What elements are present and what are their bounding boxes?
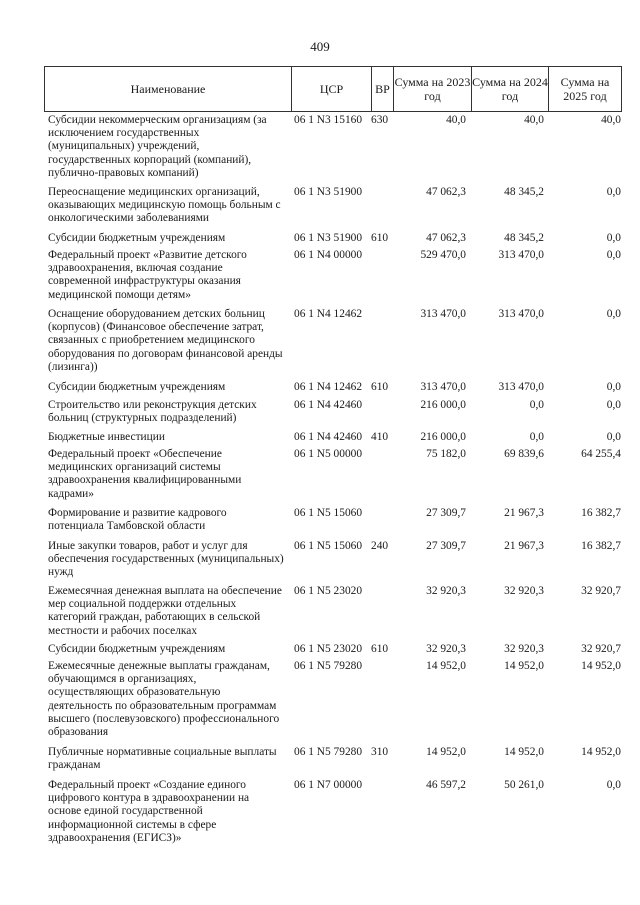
row-sum-2023: 46 597,2 [426, 779, 466, 791]
row-name: Субсидии некоммерческим организациям (за исключением государственных (муниципальных) учреждений, государственных корпораций (компаний), публично-правовых компаний) [48, 114, 267, 179]
row-sum-2025: 32 920,7 [581, 585, 621, 597]
row-name: Ежемесячная денежная выплата на обеспечение мер социальной поддержки отдельных категорий граждан, работающих в сельской местности и рабочих поселках [48, 585, 282, 637]
row-csr: 06 1 N5 79280 [294, 746, 363, 758]
row-vr: 610 [371, 643, 389, 655]
header-sum-2023: Сумма на 2023 год [393, 67, 471, 111]
row-name: Субсидии бюджетным учреждениям [48, 643, 226, 655]
table-header [44, 66, 622, 112]
row-csr: 06 1 N4 12462 [294, 308, 363, 320]
row-sum-2025: 32 920,7 [581, 643, 621, 655]
row-sum-2025: 0,0 [606, 308, 621, 320]
row-sum-2025: 14 952,0 [581, 746, 621, 758]
row-sum-2024: 21 967,3 [504, 540, 544, 552]
row-name: Бюджетные инвестиции [48, 431, 165, 443]
row-csr: 06 1 N3 15160 [294, 114, 363, 126]
row-name: Публичные нормативные социальные выплаты гражданам [48, 746, 277, 772]
row-sum-2024: 32 920,3 [504, 643, 544, 655]
row-sum-2023: 313 470,0 [420, 381, 466, 393]
row-sum-2024: 313 470,0 [498, 249, 544, 261]
row-csr: 06 1 N5 23020 [294, 585, 363, 597]
row-name: Ежемесячные денежные выплаты гражданам, обучающимся в организациях, осуществляющих образовательную деятельность по образовательным программам высшего (послевузовского) профессионального образования [48, 660, 280, 739]
row-sum-2024: 313 470,0 [498, 308, 544, 320]
row-vr: 410 [371, 431, 389, 443]
row-sum-2023: 529 470,0 [420, 249, 466, 261]
row-csr: 06 1 N4 42460 [294, 431, 363, 443]
row-csr: 06 1 N5 00000 [294, 448, 363, 460]
row-name: Формирование и развитие кадрового потенциала Тамбовской области [48, 507, 227, 533]
row-name: Иные закупки товаров, работ и услуг для обеспечения государственных (муниципальных) нужд [48, 540, 284, 579]
header-sum-2024: Сумма на 2024 год [471, 67, 548, 111]
row-csr: 06 1 N5 23020 [294, 643, 363, 655]
row-name: Федеральный проект «Создание единого цифрового контура в здравоохранении на основе единой государственной информационной системы в сфере здравоохранения (ЕГИСЗ)» [48, 779, 250, 844]
row-vr: 610 [371, 381, 389, 393]
row-sum-2024: 21 967,3 [504, 507, 544, 519]
row-sum-2023: 47 062,3 [426, 186, 466, 198]
row-sum-2024: 0,0 [529, 431, 544, 443]
row-sum-2023: 27 309,7 [426, 507, 466, 519]
row-sum-2025: 16 382,7 [581, 540, 621, 552]
row-name: Переоснащение медицинских организаций, оказывающих медицинскую помощь больным с онкологическими заболеваниями [48, 186, 281, 225]
row-sum-2023: 27 309,7 [426, 540, 466, 552]
row-sum-2025: 14 952,0 [581, 660, 621, 672]
row-name: Субсидии бюджетным учреждениям [48, 381, 226, 393]
row-sum-2025: 64 255,4 [581, 448, 621, 460]
row-name: Федеральный проект «Обеспечение медицинских организаций системы здравоохранения квалифицированными кадрами» [48, 448, 242, 500]
row-csr: 06 1 N7 00000 [294, 779, 363, 791]
row-sum-2025: 0,0 [606, 399, 621, 411]
header-vr: ВР [371, 67, 393, 111]
row-sum-2024: 48 345,2 [504, 232, 544, 244]
row-csr: 06 1 N5 79280 [294, 660, 363, 672]
row-sum-2023: 216 000,0 [420, 399, 466, 411]
row-sum-2024: 32 920,3 [504, 585, 544, 597]
row-vr: 610 [371, 232, 389, 244]
row-sum-2023: 32 920,3 [426, 643, 466, 655]
header-csr: ЦСР [291, 67, 371, 111]
row-sum-2024: 313 470,0 [498, 381, 544, 393]
row-sum-2023: 313 470,0 [420, 308, 466, 320]
row-sum-2023: 14 952,0 [426, 660, 466, 672]
row-csr: 06 1 N4 12462 [294, 381, 363, 393]
row-sum-2025: 0,0 [606, 381, 621, 393]
row-sum-2023: 47 062,3 [426, 232, 466, 244]
row-vr: 310 [371, 746, 389, 758]
row-sum-2024: 14 952,0 [504, 660, 544, 672]
row-csr: 06 1 N4 00000 [294, 249, 363, 261]
row-sum-2023: 216 000,0 [420, 431, 466, 443]
row-csr: 06 1 N5 15060 [294, 540, 363, 552]
row-name: Федеральный проект «Развитие детского здравоохранения, включая создание современной инфраструктуры оказания медицинской помощи детям» [48, 249, 247, 301]
row-sum-2024: 40,0 [524, 114, 544, 126]
row-sum-2025: 0,0 [606, 232, 621, 244]
row-csr: 06 1 N5 15060 [294, 507, 363, 519]
row-sum-2024: 48 345,2 [504, 186, 544, 198]
header-sum-2025: Сумма на 2025 год [548, 67, 622, 111]
row-sum-2024: 69 839,6 [504, 448, 544, 460]
row-sum-2025: 0,0 [606, 431, 621, 443]
header-name: Наименование [44, 67, 291, 111]
row-sum-2024: 14 952,0 [504, 746, 544, 758]
row-sum-2023: 32 920,3 [426, 585, 466, 597]
row-vr: 630 [371, 114, 389, 126]
row-sum-2025: 40,0 [601, 114, 621, 126]
row-csr: 06 1 N3 51900 [294, 186, 363, 198]
row-sum-2024: 50 261,0 [504, 779, 544, 791]
row-name: Строительство или реконструкция детских больниц (структурных подразделений) [48, 399, 257, 425]
page-number: 409 [310, 39, 330, 54]
row-csr: 06 1 N3 51900 [294, 232, 363, 244]
row-sum-2023: 75 182,0 [426, 448, 466, 460]
row-sum-2025: 16 382,7 [581, 507, 621, 519]
row-sum-2023: 40,0 [446, 114, 466, 126]
row-name: Оснащение оборудованием детских больниц (корпусов) (Финансовое обеспечение затрат, связанных с приобретением медицинского оборудования по договорам финансовой аренды (лизинга)) [48, 308, 283, 373]
row-sum-2024: 0,0 [529, 399, 544, 411]
row-sum-2023: 14 952,0 [426, 746, 466, 758]
row-csr: 06 1 N4 42460 [294, 399, 363, 411]
row-name: Субсидии бюджетным учреждениям [48, 232, 226, 244]
row-sum-2025: 0,0 [606, 779, 621, 791]
row-sum-2025: 0,0 [606, 249, 621, 261]
row-vr: 240 [371, 540, 389, 552]
row-sum-2025: 0,0 [606, 186, 621, 198]
